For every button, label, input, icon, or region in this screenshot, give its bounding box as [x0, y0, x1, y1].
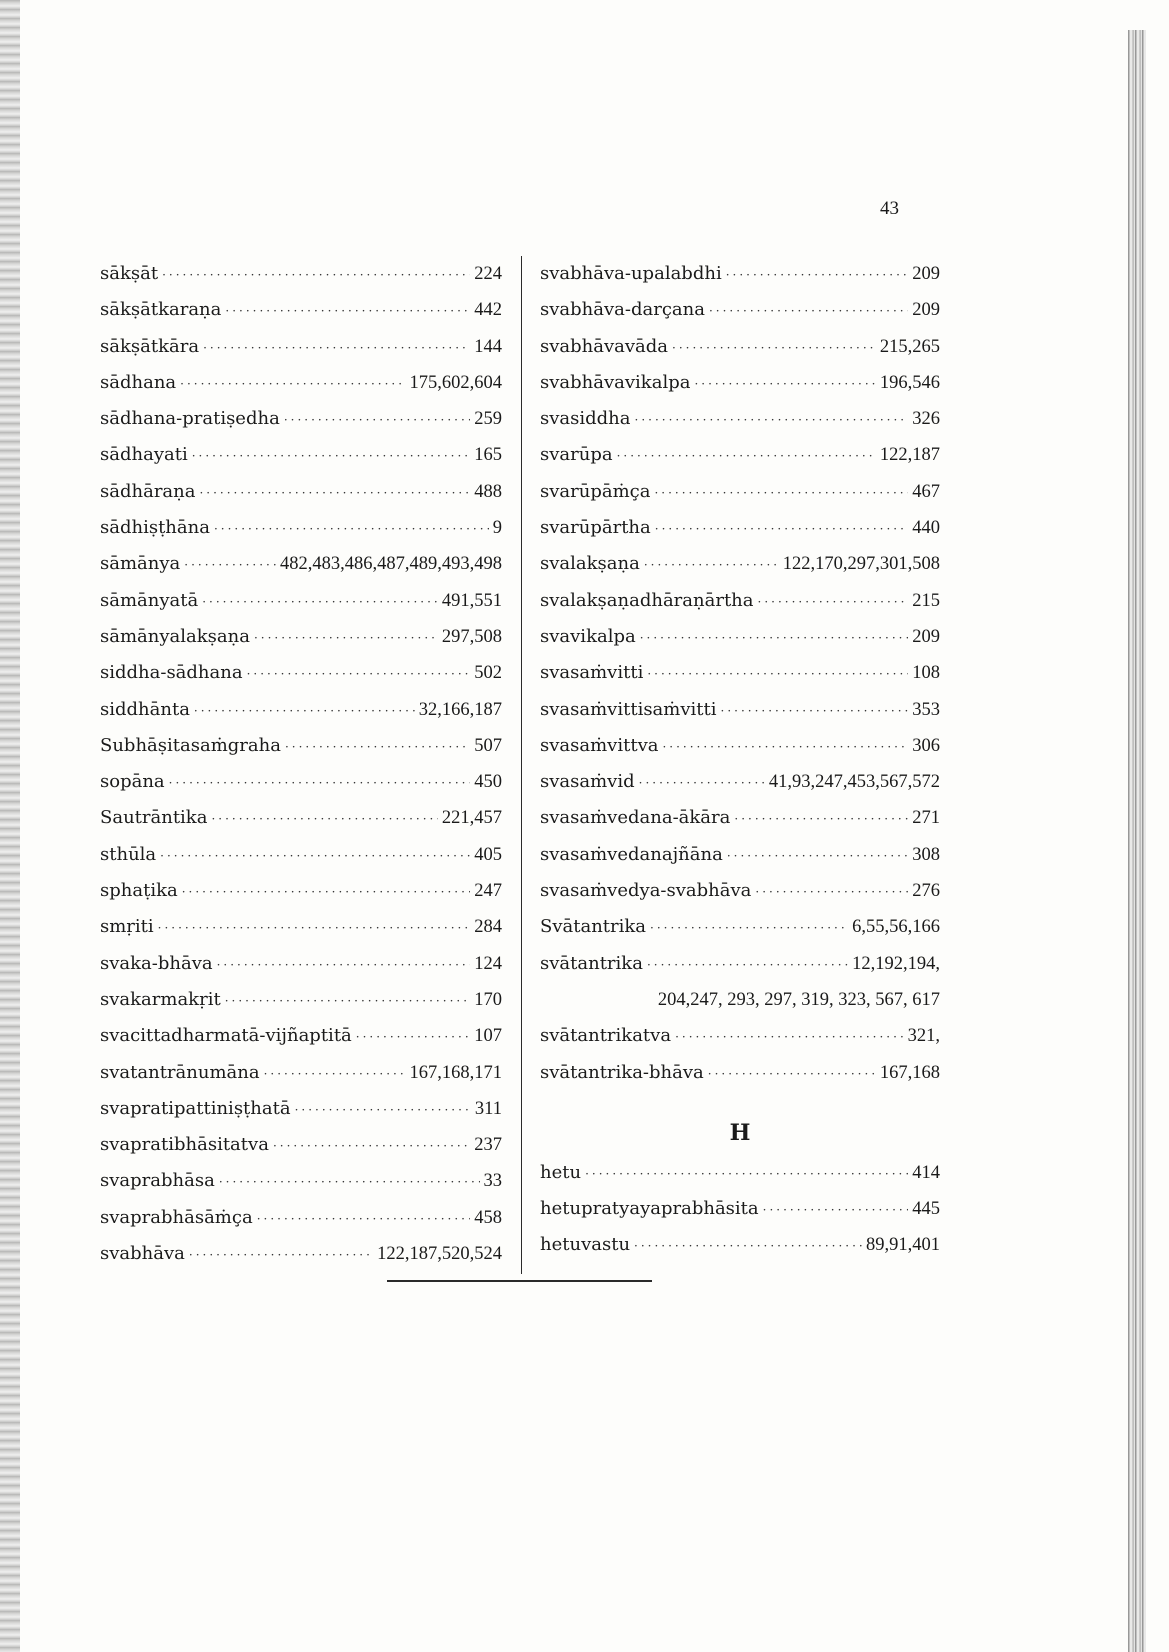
- index-entry: [540, 1227, 940, 1263]
- index-page-refs: 215: [912, 590, 940, 611]
- index-term: sthūla: [100, 843, 157, 865]
- index-page-refs: 491,551: [441, 590, 502, 611]
- index-entry: [100, 292, 502, 328]
- index-term: sādhayati: [100, 444, 188, 466]
- index-term: svasaṁvitti: [540, 662, 644, 684]
- dot-leader: [734, 801, 908, 836]
- index-page-refs: 12,192,194,: [852, 953, 940, 974]
- index-page-refs: 165: [474, 445, 502, 466]
- dot-leader: [189, 1237, 373, 1272]
- dot-leader: [202, 584, 438, 619]
- dot-leader: [225, 293, 470, 328]
- dot-leader: [199, 475, 470, 510]
- index-page-refs: 108: [912, 663, 940, 684]
- index-page-refs: 284: [474, 917, 502, 938]
- scan-edge-left: [0, 0, 20, 1652]
- index-entry: [540, 837, 940, 873]
- dot-leader: [217, 947, 471, 982]
- dot-leader: [644, 547, 779, 582]
- index-entry: [540, 365, 940, 401]
- index-page-refs: 209: [912, 626, 940, 647]
- index-term: svaprabhāsa: [100, 1170, 215, 1192]
- dot-leader: [654, 475, 908, 510]
- index-entry: [100, 946, 502, 982]
- index-page-refs: 221,457: [441, 808, 502, 829]
- dot-leader: [194, 693, 415, 728]
- dot-leader: [585, 1156, 908, 1191]
- index-page-refs: 405: [474, 844, 502, 865]
- index-page-refs: 482,483,486,487,489,493,498: [280, 554, 502, 575]
- index-page-refs: 440: [912, 518, 940, 539]
- index-term: svapratipattiniṣṭhatā: [100, 1097, 291, 1119]
- index-entry: [540, 800, 940, 836]
- index-term: sopāna: [100, 771, 165, 793]
- index-entry: [540, 292, 940, 328]
- dot-leader: [727, 838, 908, 873]
- dot-leader: [634, 1228, 862, 1263]
- dot-leader: [257, 1201, 471, 1236]
- index-page-refs: 445: [912, 1199, 940, 1220]
- index-page-refs: 122,187,520,524: [377, 1244, 502, 1265]
- dot-leader: [672, 330, 876, 365]
- index-term: Subhāṣitasaṁgraha: [100, 734, 281, 756]
- index-term: svakarmakṛit: [100, 988, 221, 1010]
- dot-leader: [647, 656, 908, 691]
- index-term: svasaṁvedana-ākāra: [540, 807, 731, 829]
- dot-leader: [158, 910, 471, 945]
- index-entry: [100, 583, 502, 619]
- index-page-refs: 6,55,56,166: [852, 917, 940, 938]
- index-term: svātantrika: [540, 952, 643, 974]
- index-entry: [540, 437, 940, 473]
- index-page-refs: 32,166,187: [418, 699, 502, 720]
- dot-leader: [694, 366, 875, 401]
- index-page-refs: 297,508: [441, 626, 502, 647]
- dot-leader: [203, 330, 470, 365]
- index-term: svalakṣaṇadhāraṇārtha: [540, 589, 754, 611]
- index-page-refs: 306: [912, 735, 940, 756]
- index-page-refs: 353: [912, 699, 940, 720]
- dot-leader: [662, 729, 908, 764]
- index-term: svabhāva: [100, 1243, 185, 1265]
- dot-leader: [162, 257, 470, 292]
- index-term: svabhāva-upalabdhi: [540, 263, 722, 284]
- index-page-refs: 308: [912, 844, 940, 865]
- index-entry: [100, 329, 502, 365]
- index-term: svatantrānumāna: [100, 1061, 260, 1083]
- dot-leader: [755, 874, 908, 909]
- index-term: sāmānya: [100, 553, 181, 575]
- index-term: svabhāvavāda: [540, 335, 669, 357]
- index-page-refs: 321,: [907, 1026, 940, 1047]
- index-entry: [100, 1091, 502, 1127]
- scan-edge-right: [1128, 30, 1146, 1652]
- index-term: svātantrika-bhāva: [540, 1061, 704, 1083]
- index-term: sāmānyatā: [100, 589, 199, 611]
- index-entry: [100, 546, 502, 582]
- index-entry: [540, 728, 940, 764]
- index-column-right: [540, 256, 940, 1264]
- index-entry: [100, 1127, 502, 1163]
- index-entry: [100, 474, 502, 510]
- section-heading-h: H: [729, 1119, 751, 1146]
- index-page-refs-continuation: 204,247, 293, 297, 319, 323, 567, 617: [657, 989, 940, 1010]
- index-entry: [100, 800, 502, 836]
- index-page-refs: 9: [492, 518, 502, 539]
- index-entry: [540, 474, 940, 510]
- index-term: svarūpāṁça: [540, 480, 651, 502]
- index-entry: [100, 401, 502, 437]
- index-page-refs: 326: [912, 409, 940, 430]
- dot-leader: [709, 293, 908, 328]
- index-page-refs: 122,170,297,301,508: [782, 554, 940, 575]
- dot-leader: [635, 402, 909, 437]
- index-page-refs: 170: [474, 989, 502, 1010]
- index-entry: [100, 437, 502, 473]
- index-term: svasaṁvid: [540, 771, 635, 793]
- index-term: svapratibhāsitatva: [100, 1134, 269, 1156]
- index-term: svātantrikatva: [540, 1025, 672, 1047]
- index-entry: [100, 728, 502, 764]
- dot-leader: [264, 1056, 406, 1091]
- index-page-refs: 311: [474, 1098, 502, 1119]
- index-page-refs: 414: [912, 1162, 940, 1183]
- column-divider: [521, 256, 522, 1274]
- index-term: svalakṣaṇa: [540, 553, 640, 575]
- index-page-refs: 450: [474, 772, 502, 793]
- index-entry: [100, 365, 502, 401]
- dot-leader: [192, 438, 471, 473]
- index-page-refs: 122,187: [879, 445, 940, 466]
- index-term: sādhiṣṭhāna: [100, 517, 210, 539]
- index-entry: [100, 837, 502, 873]
- index-entry: [100, 1200, 502, 1236]
- index-page-refs: 89,91,401: [866, 1235, 940, 1256]
- index-page-refs: 144: [474, 336, 502, 357]
- index-entry: [100, 619, 502, 655]
- index-page-refs: 259: [474, 409, 502, 430]
- index-entry: [540, 1191, 940, 1227]
- index-term: svarūpārtha: [540, 517, 651, 539]
- index-term: svasaṁvedya-svabhāva: [540, 880, 752, 902]
- dot-leader: [639, 765, 765, 800]
- index-term: svasaṁvittisaṁvitti: [540, 698, 717, 720]
- dot-leader: [647, 947, 848, 982]
- index-term: svabhāvavikalpa: [540, 371, 691, 393]
- dot-leader: [763, 1192, 909, 1227]
- dot-leader: [214, 511, 489, 546]
- dot-leader: [295, 1092, 471, 1127]
- index-entry: [100, 764, 502, 800]
- index-page-refs: 215,265: [879, 336, 940, 357]
- index-entry: [540, 946, 940, 982]
- index-page-refs: 41,93,247,453,567,572: [768, 772, 940, 793]
- index-column-left: [100, 256, 502, 1272]
- index-term: svasiddha: [540, 408, 631, 430]
- index-term: svabhāva-darçana: [540, 299, 705, 321]
- dot-leader: [708, 1056, 876, 1091]
- index-page-refs: 124: [474, 953, 502, 974]
- index-term: sphaṭika: [100, 880, 178, 902]
- index-entry: [100, 982, 502, 1018]
- index-entry: [100, 1055, 502, 1091]
- dot-leader: [160, 838, 470, 873]
- index-term: sādhana-pratiṣedha: [100, 408, 280, 430]
- dot-leader: [211, 801, 437, 836]
- dot-leader: [182, 874, 471, 909]
- index-entry: [540, 583, 940, 619]
- index-entry: [100, 1163, 502, 1199]
- index-term: hetu: [540, 1161, 582, 1183]
- index-term: smṛiti: [100, 916, 154, 938]
- index-page-refs: 502: [474, 663, 502, 684]
- dot-leader: [655, 511, 908, 546]
- index-entry: [540, 329, 940, 365]
- index-entry: [100, 256, 502, 292]
- dot-leader: [225, 983, 471, 1018]
- index-entry: [540, 655, 940, 691]
- index-page-refs: 467: [912, 481, 940, 502]
- index-entry: [540, 510, 940, 546]
- index-page-refs: 276: [912, 881, 940, 902]
- index-entry: [540, 909, 940, 945]
- dot-leader: [650, 910, 848, 945]
- dot-leader: [169, 765, 471, 800]
- index-term: sādhāraṇa: [100, 480, 196, 502]
- index-term: svaka-bhāva: [100, 952, 213, 974]
- index-page-refs: 271: [912, 808, 940, 829]
- index-term: sākṣāt: [100, 263, 159, 284]
- dot-leader: [284, 402, 470, 437]
- index-entry: [540, 1155, 940, 1191]
- dot-leader: [180, 366, 405, 401]
- dot-leader: [285, 729, 470, 764]
- index-term: svaprabhāsāṁça: [100, 1206, 253, 1228]
- index-term: sākṣātkāra: [100, 335, 200, 357]
- index-entry: [100, 655, 502, 691]
- index-entry: [100, 1018, 502, 1054]
- dot-leader: [273, 1128, 470, 1163]
- index-entry: [540, 764, 940, 800]
- index-page-refs: 167,168: [879, 1062, 940, 1083]
- index-term: svasaṁvedanajñāna: [540, 843, 723, 865]
- index-page-refs: 442: [474, 300, 502, 321]
- index-page-refs: 507: [474, 735, 502, 756]
- index-page-refs: 458: [474, 1207, 502, 1228]
- index-page-refs: 33: [483, 1171, 502, 1192]
- index-entry: [540, 401, 940, 437]
- index-page-refs: 107: [474, 1026, 502, 1047]
- dot-leader: [184, 547, 276, 582]
- dot-leader: [617, 438, 876, 473]
- index-term: svarūpa: [540, 444, 613, 466]
- index-page-refs: 175,602,604: [409, 372, 502, 393]
- index-page-refs: 247: [474, 881, 502, 902]
- index-page-refs: 167,168,171: [409, 1062, 502, 1083]
- dot-leader: [721, 693, 909, 728]
- index-entry: [540, 873, 940, 909]
- index-term: sākṣātkaraṇa: [100, 299, 222, 321]
- dot-leader: [247, 656, 471, 691]
- index-term: sāmānyalakṣaṇa: [100, 625, 250, 647]
- index-entry: [100, 510, 502, 546]
- page-number: 43: [880, 198, 899, 219]
- index-page-refs: 196,546: [879, 372, 940, 393]
- index-entry: [540, 692, 940, 728]
- index-page-refs: 224: [474, 264, 502, 284]
- index-entry: [100, 692, 502, 728]
- dot-leader: [726, 257, 909, 292]
- index-term: hetupratyayaprabhāsita: [540, 1198, 759, 1220]
- index-term: Svātantrika: [540, 916, 647, 938]
- index-entry: [100, 873, 502, 909]
- index-entry: [540, 1018, 940, 1054]
- dot-leader: [356, 1019, 470, 1054]
- index-term: svacittadharmatā-vijñaptitā: [100, 1025, 352, 1047]
- index-page-refs: 237: [474, 1135, 502, 1156]
- index-page-refs: 488: [474, 481, 502, 502]
- index-entry: [540, 256, 940, 292]
- dot-leader: [640, 620, 909, 655]
- index-entry: [540, 619, 940, 655]
- index-term: sādhana: [100, 371, 177, 393]
- index-term: svavikalpa: [540, 625, 636, 647]
- index-term: Sautrāntika: [100, 807, 208, 829]
- dot-leader: [254, 620, 438, 655]
- index-term: hetuvastu: [540, 1234, 631, 1256]
- dot-leader: [758, 584, 909, 619]
- index-term: siddhānta: [100, 698, 190, 720]
- dot-leader: [219, 1164, 480, 1199]
- index-page-refs: 209: [912, 264, 940, 284]
- index-entry: [100, 1236, 502, 1272]
- index-entry: [540, 546, 940, 582]
- index-entry: [540, 1055, 940, 1091]
- index-page-refs: 209: [912, 300, 940, 321]
- index-entry: [100, 909, 502, 945]
- dot-leader: [675, 1019, 904, 1054]
- index-term: svasaṁvittva: [540, 734, 659, 756]
- index-term: siddha-sādhana: [100, 662, 243, 684]
- bottom-rule: [387, 1280, 652, 1282]
